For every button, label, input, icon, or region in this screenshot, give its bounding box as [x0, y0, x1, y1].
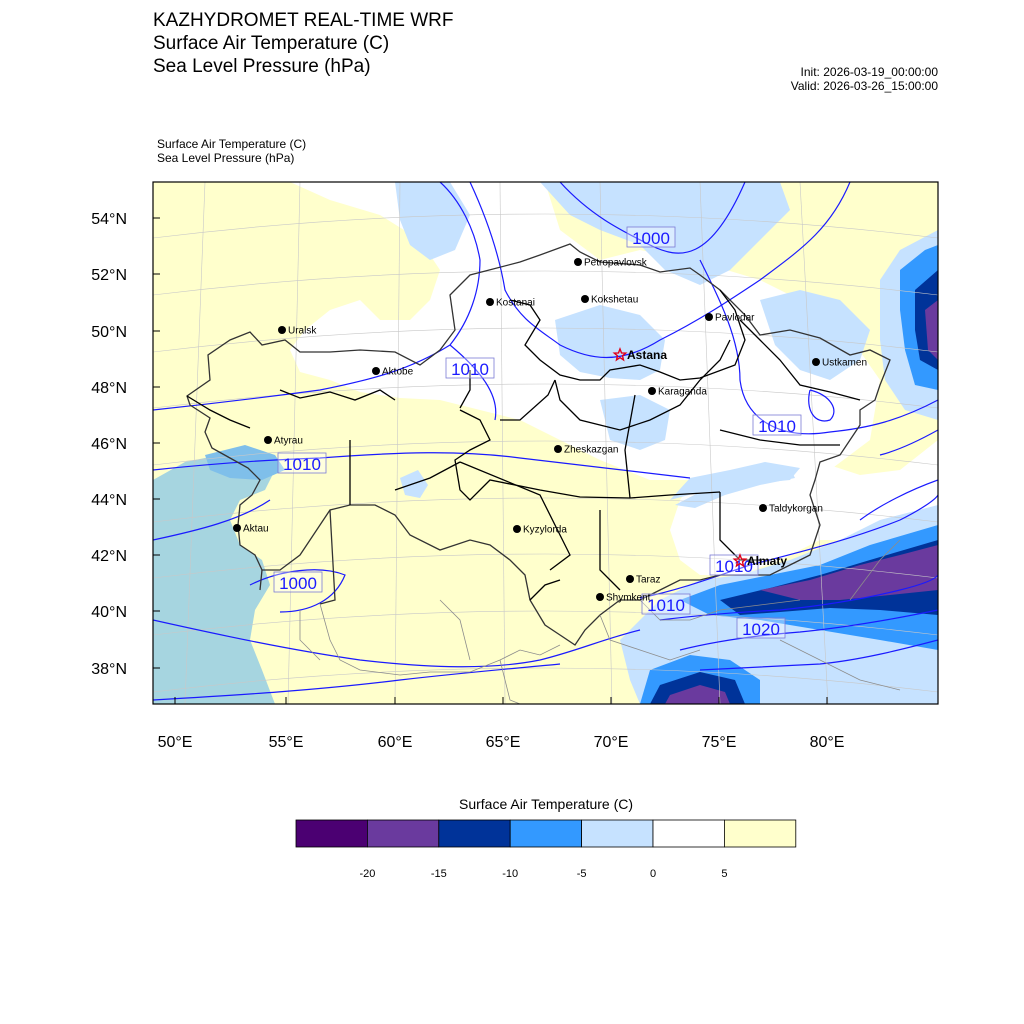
- isobar-label: 1000: [279, 574, 317, 593]
- colorbar-swatch: [439, 820, 510, 847]
- colorbar-swatch: [510, 820, 581, 847]
- colorbar-label: -15: [430, 868, 447, 880]
- lat-tick-label: 42°N: [91, 548, 127, 565]
- city-dot-icon: [648, 387, 656, 395]
- city-label: Kyzylorda: [523, 524, 567, 536]
- city-dot-icon: [626, 575, 634, 583]
- city-label: Almaty: [747, 554, 788, 568]
- lat-tick-label: 50°N: [91, 324, 127, 341]
- city-dot-icon: [705, 313, 713, 321]
- colorbar-swatch: [724, 820, 795, 847]
- lon-tick-label: 65°E: [485, 734, 521, 751]
- city-dot-icon: [486, 298, 494, 306]
- city-label: Astana: [627, 348, 668, 362]
- city-dot-icon: [759, 504, 767, 512]
- subtitle-line-1: Surface Air Temperature (C): [157, 137, 307, 151]
- lon-axis: [158, 697, 845, 751]
- city-label: Aktobe: [382, 366, 414, 378]
- city-label: Petropavlovsk: [584, 257, 647, 269]
- init-time: Init: 2026-03-19_00:00:00: [800, 65, 938, 79]
- isobar-label: 1010: [758, 417, 796, 436]
- lat-tick-label: 38°N: [91, 661, 127, 678]
- isobar-label: 1000: [632, 229, 670, 248]
- lat-tick-label: 44°N: [91, 492, 127, 509]
- lon-tick-label: 80°E: [809, 734, 845, 751]
- lat-axis: [91, 211, 160, 678]
- lon-tick-label: 70°E: [593, 734, 629, 751]
- city-label: Pavlodar: [715, 312, 755, 324]
- colorbar-label: -5: [576, 868, 587, 880]
- colorbar-label: -10: [502, 868, 519, 880]
- lat-tick-label: 46°N: [91, 436, 127, 453]
- city-label: Shymkent: [606, 592, 651, 604]
- isobar-label: 1010: [451, 360, 489, 379]
- colorbar-title: Surface Air Temperature (C): [458, 796, 634, 812]
- isobar-label: 1010: [647, 596, 685, 615]
- subtitle-line-2: Sea Level Pressure (hPa): [157, 151, 295, 165]
- city-dot-icon: [812, 358, 820, 366]
- city-dot-icon: [574, 258, 582, 266]
- city-dot-icon: [233, 524, 241, 532]
- caspian-sea: [153, 450, 275, 704]
- city-label: Uralsk: [288, 325, 317, 337]
- map-area: [153, 182, 938, 704]
- lon-tick-label: 55°E: [268, 734, 304, 751]
- lat-tick-label: 54°N: [91, 211, 127, 228]
- colorbar: [296, 820, 796, 880]
- isobar-label: 1010: [715, 557, 753, 576]
- city-dot-icon: [372, 367, 380, 375]
- colorbar-label: 5: [721, 868, 728, 880]
- isobar-label: 1010: [283, 455, 321, 474]
- lon-tick-label: 60°E: [377, 734, 413, 751]
- lat-tick-label: 52°N: [91, 267, 127, 284]
- city-label: Kostanai: [496, 297, 535, 309]
- colorbar-swatch: [582, 820, 653, 847]
- valid-time: Valid: 2026-03-26_15:00:00: [790, 79, 938, 93]
- city-label: Ustkamen: [822, 357, 868, 369]
- lat-tick-label: 48°N: [91, 380, 127, 397]
- title-line-3: Sea Level Pressure (hPa): [153, 56, 371, 77]
- city-dot-icon: [596, 593, 604, 601]
- isobar-label: 1020: [742, 620, 780, 639]
- city-label: Taldykorgan: [769, 503, 823, 515]
- city-label: Atyrau: [274, 435, 303, 447]
- colorbar-swatch: [367, 820, 438, 847]
- colorbar-swatch: [296, 820, 367, 847]
- title-line-2: Surface Air Temperature (C): [153, 33, 390, 54]
- city-dot-icon: [264, 436, 272, 444]
- colorbar-swatch: [653, 820, 724, 847]
- city-dot-icon: [581, 295, 589, 303]
- city-dot-icon: [554, 445, 562, 453]
- city-dot-icon: [278, 326, 286, 334]
- title-line-1: KAZHYDROMET REAL-TIME WRF: [153, 10, 454, 31]
- colorbar-label: -20: [359, 868, 376, 880]
- lon-tick-label: 50°E: [157, 734, 193, 751]
- city-label: Kokshetau: [591, 294, 639, 306]
- city-label: Taraz: [636, 574, 661, 586]
- lon-tick-label: 75°E: [701, 734, 737, 751]
- colorbar-label: 0: [649, 868, 657, 880]
- city-dot-icon: [513, 525, 521, 533]
- city-label: Zheskazgan: [564, 444, 619, 456]
- city-label: Karaganda: [658, 386, 707, 398]
- city-label: Aktau: [243, 523, 269, 535]
- lat-tick-label: 40°N: [91, 604, 127, 621]
